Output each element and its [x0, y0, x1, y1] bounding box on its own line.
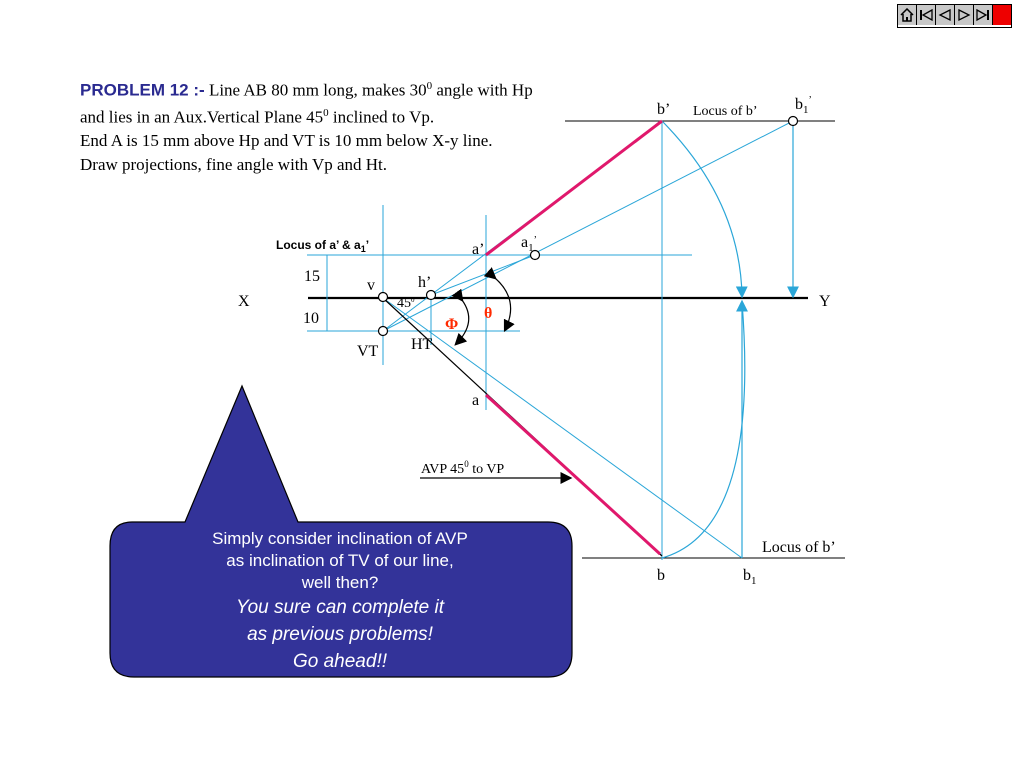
label-phi: Φ	[445, 316, 459, 333]
superscript: 0	[426, 80, 433, 92]
label-b-prime: b’	[657, 101, 671, 118]
label-y: Y	[819, 293, 831, 310]
point-vt	[379, 327, 388, 336]
problem-line-3: End A is 15 mm above Hp and VT is 10 mm below X-y line.	[80, 131, 493, 151]
arc-b-bottom	[662, 302, 745, 558]
point-h-prime	[427, 291, 436, 300]
label-locus-a: Locus of a’ & $a_1$’	[276, 238, 370, 254]
problem-text: Line AB 80 mm long, makes 30	[204, 80, 427, 100]
callout-line-2: as inclination of TV of our line,	[226, 551, 454, 570]
superscript: 0	[323, 107, 329, 120]
label-x: X	[238, 293, 250, 310]
label-a1-prime: $a_1^’$	[521, 234, 537, 254]
label-b1: $b_1$	[743, 567, 757, 587]
callout-line-6: Go ahead!!	[292, 651, 388, 672]
label-b1-top: $b_1^’$	[795, 95, 812, 116]
label-b: b	[657, 567, 665, 584]
point-b1-prime	[789, 117, 798, 126]
label-v: v	[367, 277, 375, 294]
ray-v-b1	[383, 298, 742, 558]
label-locus-b-bottom: Locus of b’	[762, 539, 836, 556]
label-locus-b-top: Locus of b’	[693, 104, 758, 119]
problem-line-4: Draw projections, fine angle with Vp and Ht.	[80, 154, 388, 174]
label-vt: VT	[357, 343, 379, 360]
callout-line-1: Simply consider inclination of AVP	[212, 529, 468, 548]
problem-text: and lies in an Aux.Vertical Plane 45	[80, 107, 324, 127]
theta-arc	[495, 278, 511, 330]
point-v	[379, 293, 388, 302]
label-dim-10: 10	[303, 310, 319, 327]
label-h-prime: h’	[418, 274, 432, 291]
problem-title: PROBLEM 12 :-	[80, 80, 205, 100]
label-ht: HT	[411, 336, 433, 353]
ray-vt-b1prime	[383, 121, 793, 331]
callout-text	[115, 528, 565, 675]
label-a-prime: a’	[472, 241, 485, 258]
problem-text: inclined to Vp.	[328, 107, 435, 127]
label-a: a	[472, 392, 480, 409]
label-angle-45: $45^0$	[397, 296, 415, 311]
problem-text: angle with Hp	[432, 80, 533, 100]
label-dim-15: 15	[304, 268, 320, 285]
callout-line-5: as previous problems!	[247, 624, 433, 645]
true-length-front-view	[486, 121, 662, 255]
callout-line-3: well then?	[301, 573, 379, 592]
ray-h-a1	[431, 255, 535, 295]
label-avp: AVP $45^0$ to VP	[421, 459, 505, 477]
label-theta: θ	[484, 305, 493, 322]
callout-line-4: You sure can complete it	[235, 597, 445, 618]
arc-b-top	[662, 121, 742, 296]
